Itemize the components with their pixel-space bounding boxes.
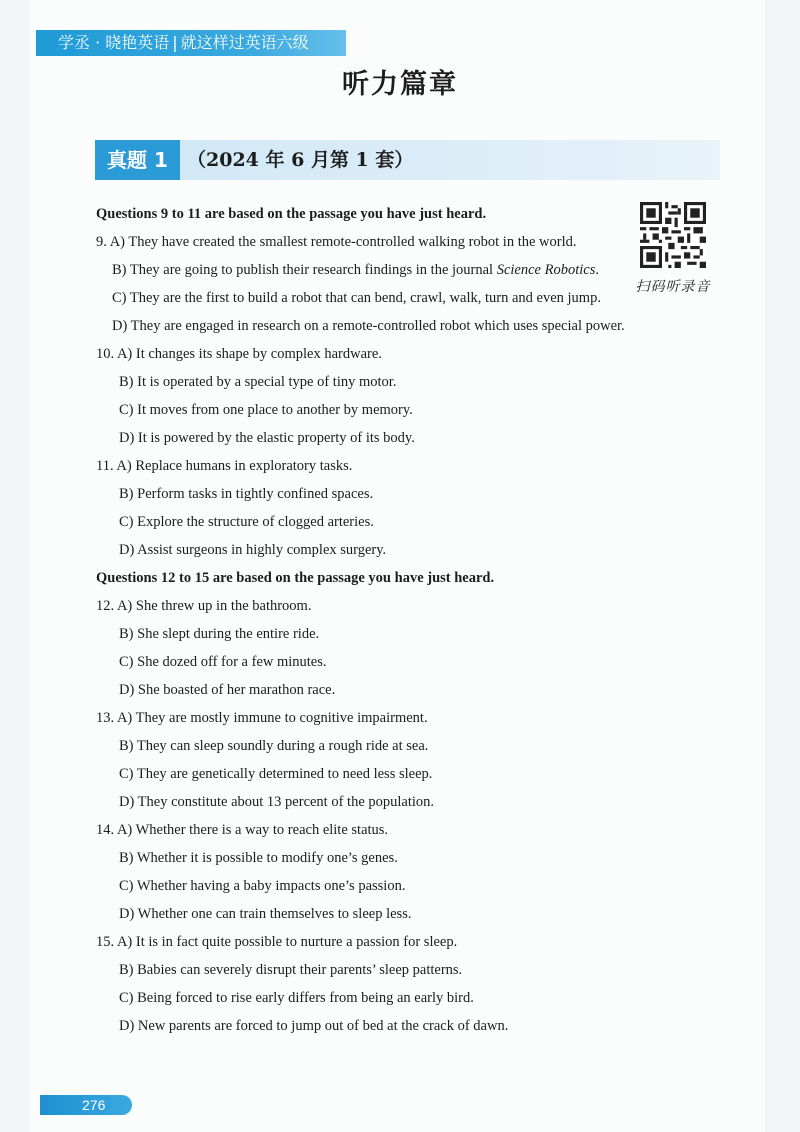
series-name: 学丞 · 晓艳英语 [58,33,170,52]
exam-banner [95,140,720,180]
question-10-option-d [96,424,656,452]
question-15-option-c [96,984,656,1012]
option-text: B) They can sleep soundly during a rough ride at sea. [119,738,429,754]
option-text: D) They constitute about 13 percent of the population. [119,794,435,810]
question-15-option-b [96,956,656,984]
option-text: C) Explore the structure of clogged arteries. [119,514,374,530]
series-header-bar [36,30,346,56]
question-number: 14. [96,822,115,838]
question-14-option-c [96,872,656,900]
question-9-option-a [96,228,656,256]
option-text: A) They have created the smallest remote-controlled walking robot in the world. [109,234,577,250]
qr-caption: 扫码听录音 [635,279,711,295]
option-text: A) Replace humans in exploratory tasks. [116,458,353,474]
option-text: A) Whether there is a way to reach elite status. [116,822,389,838]
option-text: D) Whether one can train themselves to sleep less. [119,906,412,922]
option-text: D) She boasted of her marathon race. [119,682,336,698]
question-11-option-c [96,508,656,536]
question-9-option-c [96,284,656,312]
option-text: C) Whether having a baby impacts one’s passion. [119,878,406,894]
question-number: 10. [96,346,115,362]
option-text: B) She slept during the entire ride. [119,626,320,642]
exam-tag: 真题 1 [95,140,180,180]
question-11-option-b [96,480,656,508]
question-13-option-a [96,704,656,732]
option-text: D) Assist surgeons in highly complex surgery. [119,542,387,558]
option-text: B) Whether it is possible to modify one’s genes. [119,850,398,866]
option-text: D) New parents are forced to jump out of bed at the crack of dawn. [119,1018,509,1034]
question-13-option-d [96,788,656,816]
option-text: A) They are mostly immune to cognitive impairment. [116,710,428,726]
option-text: A) It changes its shape by complex hardware. [116,346,382,362]
question-10-option-a [96,340,656,368]
question-11-option-a [96,452,656,480]
question-10-option-c [96,396,656,424]
question-number: 13. [96,710,115,726]
exam-source: （2024 年 6 月第 1 套） [187,149,414,171]
chapter-title: 听力篇章 [342,69,458,100]
series-subtitle: 就这样过英语六级 [180,33,309,52]
section-heading: Questions 12 to 15 are based on the passage you have just heard. [96,570,495,586]
option-text: A) She threw up in the bathroom. [116,598,312,614]
question-9-option-b [96,256,656,284]
option-text: C) Being forced to rise early differs from being an early bird. [119,990,474,1006]
question-15-option-a [96,928,656,956]
series-separator: | [172,33,178,52]
question-number: 15. [96,934,115,950]
question-12-option-b [96,620,656,648]
question-12-option-a [96,592,656,620]
question-13-option-c [96,760,656,788]
question-12-option-c [96,648,656,676]
question-12-option-d [96,676,656,704]
question-14-option-d [96,900,656,928]
option-text: C) They are the first to build a robot that can bend, crawl, walk, turn and even jump. [112,290,601,306]
question-number: 9. [96,234,107,250]
question-14-option-a [96,816,656,844]
questions-content [96,200,656,1040]
option-text: A) It is in fact quite possible to nurture a passion for sleep. [116,934,458,950]
journal-name: Science Robotics [496,262,596,278]
page-number: 276 [82,1097,106,1113]
question-9-option-d [96,312,656,340]
option-text: C) She dozed off for a few minutes. [119,654,327,670]
question-number: 11. [96,458,114,474]
option-text: B) Perform tasks in tightly confined spaces. [119,486,374,502]
option-text: C) It moves from one place to another by memory. [119,402,413,418]
section-heading: Questions 9 to 11 are based on the passage you have just heard. [96,206,487,222]
question-14-option-b [96,844,656,872]
option-text-end: . [595,262,599,278]
option-text: D) They are engaged in research on a remote-controlled robot which uses special power. [112,318,625,334]
option-text: D) It is powered by the elastic property of its body. [119,430,415,446]
option-text: B) Babies can severely disrupt their parents’ sleep patterns. [119,962,463,978]
question-10-option-b [96,368,656,396]
option-text: B) They are going to publish their research findings in the journal [112,262,497,278]
question-number: 12. [96,598,115,614]
option-text: C) They are genetically determined to need less sleep. [119,766,433,782]
question-11-option-d [96,536,656,564]
option-text: B) It is operated by a special type of tiny motor. [119,374,397,390]
question-13-option-b [96,732,656,760]
question-15-option-d [96,1012,656,1040]
